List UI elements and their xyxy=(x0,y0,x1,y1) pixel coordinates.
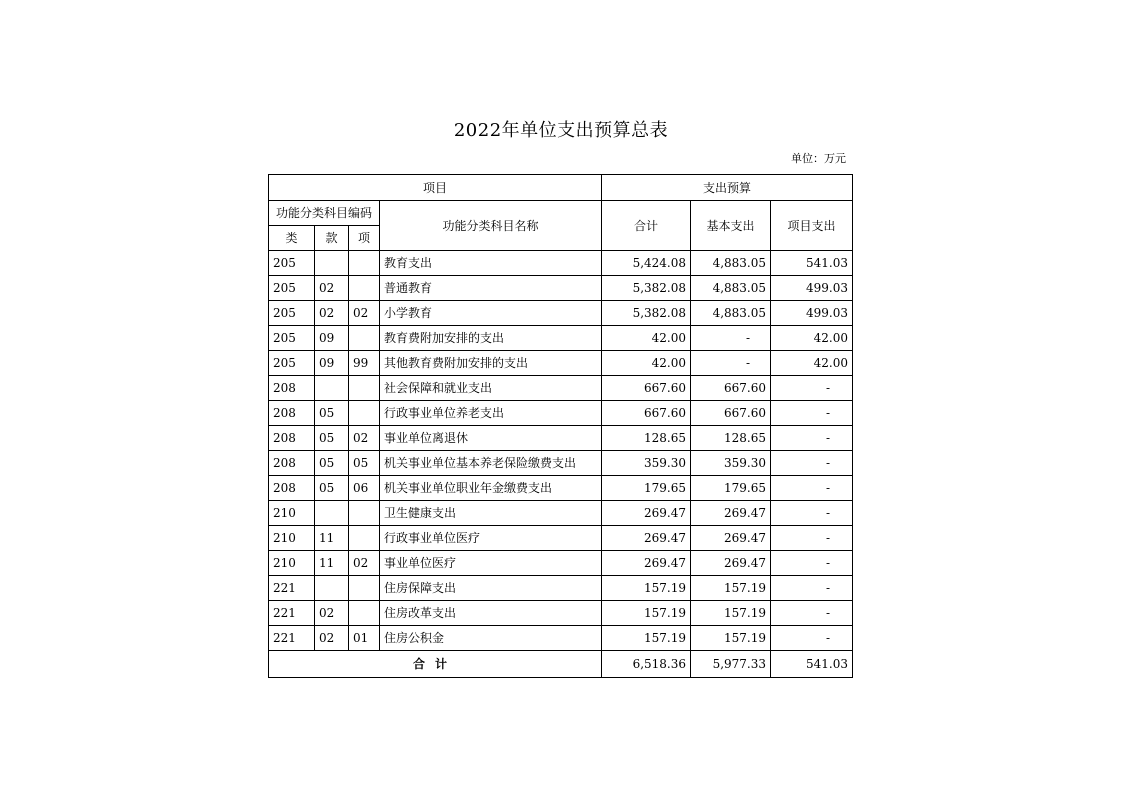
row-name-cell: 社会保障和就业支出 xyxy=(380,376,602,401)
table-row xyxy=(269,376,853,401)
row-project-cell: - xyxy=(771,551,853,576)
row-total-cell: 157.19 xyxy=(602,576,691,601)
row-basic-cell: 667.60 xyxy=(691,376,771,401)
row-class-cell: 208 xyxy=(269,376,315,401)
row-basic-cell: 157.19 xyxy=(691,576,771,601)
row-name-cell: 住房保障支出 xyxy=(380,576,602,601)
header-code-group: 功能分类科目编码 xyxy=(269,201,380,226)
row-project-cell: 499.03 xyxy=(771,301,853,326)
header-project: 项目支出 xyxy=(771,201,853,251)
table-row xyxy=(269,451,853,476)
row-basic-cell: 667.60 xyxy=(691,401,771,426)
row-class-cell: 208 xyxy=(269,451,315,476)
row-class-cell: 205 xyxy=(269,301,315,326)
row-project-cell: 499.03 xyxy=(771,276,853,301)
row-section-cell: 02 xyxy=(315,601,349,626)
row-entry-cell: 99 xyxy=(349,351,380,376)
table-row xyxy=(269,401,853,426)
total-sum-cell: 6,518.36 xyxy=(602,651,691,678)
row-total-cell: 269.47 xyxy=(602,551,691,576)
row-name-cell: 普通教育 xyxy=(380,276,602,301)
row-section-cell: 05 xyxy=(315,451,349,476)
total-project-cell: 541.03 xyxy=(771,651,853,678)
row-name-cell: 机关事业单位基本养老保险缴费支出 xyxy=(380,451,602,476)
row-project-cell: - xyxy=(771,501,853,526)
row-section-cell: 02 xyxy=(315,301,349,326)
table-row xyxy=(269,626,853,651)
header-class: 类 xyxy=(269,226,315,251)
row-basic-cell: 269.47 xyxy=(691,526,771,551)
row-total-cell: 157.19 xyxy=(602,626,691,651)
row-entry-cell: 02 xyxy=(349,426,380,451)
row-project-cell: - xyxy=(771,601,853,626)
row-basic-cell: 4,883.05 xyxy=(691,301,771,326)
row-section-cell xyxy=(315,251,349,276)
row-class-cell: 208 xyxy=(269,426,315,451)
row-entry-cell xyxy=(349,576,380,601)
table-row xyxy=(269,276,853,301)
table-row xyxy=(269,326,853,351)
row-section-cell: 02 xyxy=(315,276,349,301)
row-section-cell xyxy=(315,501,349,526)
row-section-cell: 05 xyxy=(315,476,349,501)
row-name-cell: 行政事业单位养老支出 xyxy=(380,401,602,426)
budget-table xyxy=(268,174,853,678)
row-name-cell: 教育费附加安排的支出 xyxy=(380,326,602,351)
header-row-2 xyxy=(269,201,853,226)
row-class-cell: 205 xyxy=(269,276,315,301)
row-name-cell: 事业单位医疗 xyxy=(380,551,602,576)
row-entry-cell xyxy=(349,251,380,276)
row-basic-cell: 157.19 xyxy=(691,601,771,626)
row-basic-cell: 269.47 xyxy=(691,551,771,576)
header-total: 合计 xyxy=(602,201,691,251)
row-entry-cell xyxy=(349,526,380,551)
row-class-cell: 210 xyxy=(269,501,315,526)
row-project-cell: - xyxy=(771,451,853,476)
row-basic-cell: - xyxy=(691,351,771,376)
header-name: 功能分类科目名称 xyxy=(380,201,602,251)
row-entry-cell: 01 xyxy=(349,626,380,651)
row-project-cell: - xyxy=(771,426,853,451)
row-project-cell: 541.03 xyxy=(771,251,853,276)
row-basic-cell: 359.30 xyxy=(691,451,771,476)
row-section-cell: 11 xyxy=(315,526,349,551)
row-total-cell: 128.65 xyxy=(602,426,691,451)
row-name-cell: 机关事业单位职业年金缴费支出 xyxy=(380,476,602,501)
row-total-cell: 5,382.08 xyxy=(602,301,691,326)
table-row xyxy=(269,501,853,526)
row-section-cell xyxy=(315,376,349,401)
row-project-cell: - xyxy=(771,376,853,401)
row-basic-cell: 4,883.05 xyxy=(691,276,771,301)
total-row xyxy=(269,651,853,678)
row-project-cell: 42.00 xyxy=(771,351,853,376)
row-entry-cell xyxy=(349,401,380,426)
row-section-cell: 11 xyxy=(315,551,349,576)
row-name-cell: 卫生健康支出 xyxy=(380,501,602,526)
header-entry: 项 xyxy=(349,226,380,251)
row-entry-cell: 05 xyxy=(349,451,380,476)
row-project-cell: - xyxy=(771,526,853,551)
row-name-cell: 教育支出 xyxy=(380,251,602,276)
table-row xyxy=(269,476,853,501)
row-section-cell: 02 xyxy=(315,626,349,651)
row-project-cell: - xyxy=(771,576,853,601)
table-row xyxy=(269,351,853,376)
row-entry-cell xyxy=(349,501,380,526)
row-basic-cell: - xyxy=(691,326,771,351)
header-basic: 基本支出 xyxy=(691,201,771,251)
row-name-cell: 其他教育费附加安排的支出 xyxy=(380,351,602,376)
row-total-cell: 179.65 xyxy=(602,476,691,501)
row-basic-cell: 4,883.05 xyxy=(691,251,771,276)
row-name-cell: 住房改革支出 xyxy=(380,601,602,626)
row-total-cell: 269.47 xyxy=(602,526,691,551)
table-row xyxy=(269,251,853,276)
row-total-cell: 269.47 xyxy=(602,501,691,526)
table-row xyxy=(269,576,853,601)
row-name-cell: 小学教育 xyxy=(380,301,602,326)
row-project-cell: - xyxy=(771,401,853,426)
row-section-cell xyxy=(315,576,349,601)
table-row xyxy=(269,601,853,626)
row-class-cell: 221 xyxy=(269,576,315,601)
header-section: 款 xyxy=(315,226,349,251)
row-total-cell: 5,382.08 xyxy=(602,276,691,301)
row-basic-cell: 179.65 xyxy=(691,476,771,501)
row-name-cell: 行政事业单位医疗 xyxy=(380,526,602,551)
row-total-cell: 5,424.08 xyxy=(602,251,691,276)
row-class-cell: 208 xyxy=(269,476,315,501)
row-class-cell: 210 xyxy=(269,551,315,576)
total-basic-cell: 5,977.33 xyxy=(691,651,771,678)
row-class-cell: 210 xyxy=(269,526,315,551)
page-title: 2022年单位支出预算总表 xyxy=(453,120,669,141)
row-project-cell: - xyxy=(771,476,853,501)
row-total-cell: 359.30 xyxy=(602,451,691,476)
row-name-cell: 住房公积金 xyxy=(380,626,602,651)
row-basic-cell: 128.65 xyxy=(691,426,771,451)
row-entry-cell: 02 xyxy=(349,301,380,326)
total-label: 合计 xyxy=(269,651,602,678)
row-total-cell: 42.00 xyxy=(602,326,691,351)
row-entry-cell: 02 xyxy=(349,551,380,576)
row-class-cell: 221 xyxy=(269,626,315,651)
row-section-cell: 05 xyxy=(315,426,349,451)
row-basic-cell: 269.47 xyxy=(691,501,771,526)
row-class-cell: 205 xyxy=(269,251,315,276)
row-total-cell: 667.60 xyxy=(602,401,691,426)
row-section-cell: 09 xyxy=(315,351,349,376)
table-row xyxy=(269,551,853,576)
row-total-cell: 667.60 xyxy=(602,376,691,401)
row-project-cell: 42.00 xyxy=(771,326,853,351)
row-entry-cell xyxy=(349,376,380,401)
row-total-cell: 42.00 xyxy=(602,351,691,376)
row-total-cell: 157.19 xyxy=(602,601,691,626)
header-row-1 xyxy=(269,175,853,201)
row-basic-cell: 157.19 xyxy=(691,626,771,651)
row-class-cell: 205 xyxy=(269,326,315,351)
table-row xyxy=(269,301,853,326)
header-item: 项目 xyxy=(269,175,602,201)
table-row xyxy=(269,426,853,451)
row-entry-cell xyxy=(349,326,380,351)
header-budget: 支出预算 xyxy=(602,175,853,201)
row-entry-cell xyxy=(349,276,380,301)
row-class-cell: 208 xyxy=(269,401,315,426)
row-section-cell: 05 xyxy=(315,401,349,426)
row-entry-cell: 06 xyxy=(349,476,380,501)
row-class-cell: 221 xyxy=(269,601,315,626)
row-section-cell: 09 xyxy=(315,326,349,351)
row-entry-cell xyxy=(349,601,380,626)
unit-label: 单位：万元 xyxy=(791,152,846,165)
row-name-cell: 事业单位离退休 xyxy=(380,426,602,451)
table-row xyxy=(269,526,853,551)
row-project-cell: - xyxy=(771,626,853,651)
row-class-cell: 205 xyxy=(269,351,315,376)
